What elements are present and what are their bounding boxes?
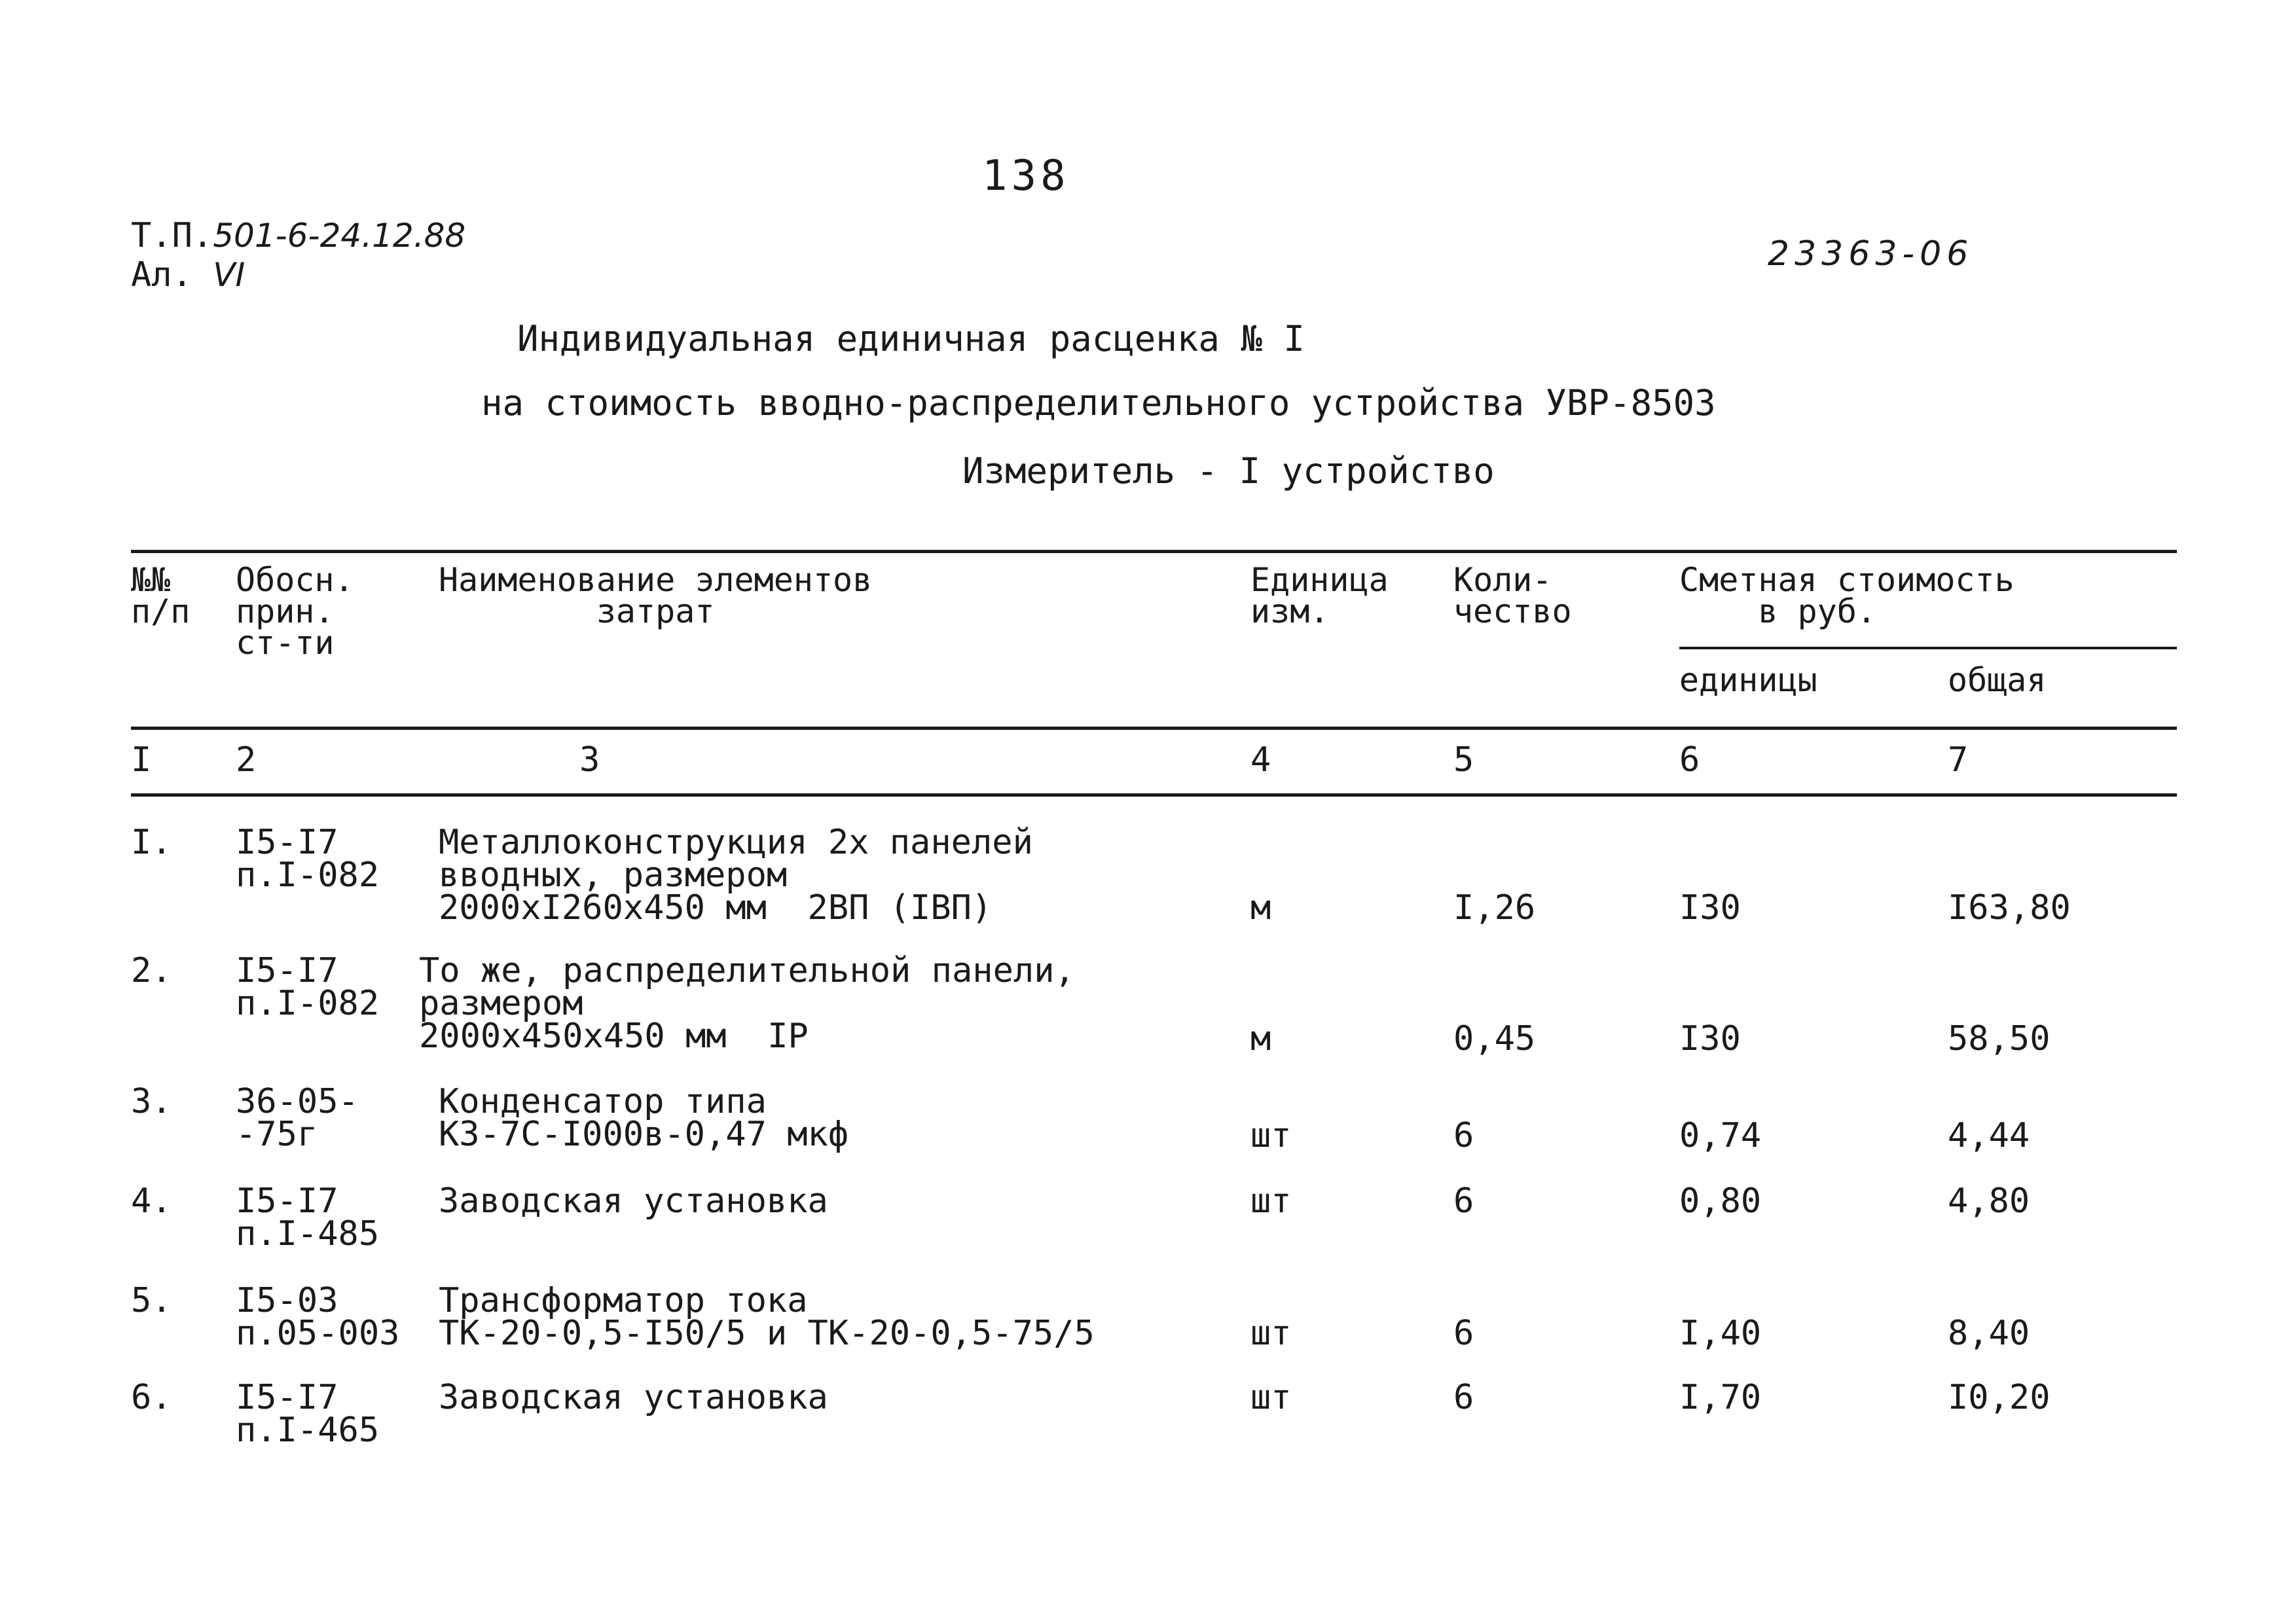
row-total-price: 4,44 (1948, 1116, 2030, 1155)
row-quantity: I,26 (1453, 888, 1536, 928)
header-quantity: Коли- чество (1453, 561, 1572, 630)
doc-ref-line-2 (131, 255, 465, 295)
row-name: Конденсатор типа КЗ-7С-I000в-0,47 мкф (439, 1082, 849, 1154)
row-total-price: 58,50 (1948, 1019, 2050, 1058)
row-unit-price: 0,80 (1679, 1182, 1762, 1221)
document-reference (131, 216, 465, 295)
header-bottom-rule (131, 727, 2177, 730)
row-basis: I5-I7 п.I-082 (236, 951, 380, 1023)
row-number: 5. (131, 1281, 172, 1320)
album-handwritten-number: VI (213, 256, 246, 294)
column-number: 6 (1679, 740, 1700, 780)
title-line-1: Индивидуальная единичная расценка № I (517, 318, 1305, 359)
cost-subheader-rule (1679, 647, 2177, 649)
row-unit: м (1250, 1019, 1271, 1058)
row-unit-price: I,70 (1679, 1378, 1762, 1417)
header-basis: Обосн. прин. ст-ти (236, 561, 354, 662)
column-number: 3 (579, 740, 600, 780)
document-code: 23363-06 (1768, 234, 1974, 274)
row-unit-price: 0,74 (1679, 1116, 1762, 1155)
row-total-price: I63,80 (1948, 888, 2071, 928)
row-basis: I5-03 п.05-003 (236, 1281, 400, 1353)
row-total-price: I0,20 (1948, 1378, 2050, 1417)
row-unit: шт (1250, 1116, 1292, 1155)
column-number: 2 (236, 740, 257, 780)
row-total-price: 4,80 (1948, 1182, 2030, 1221)
row-quantity: 6 (1453, 1116, 1474, 1155)
row-number: I. (131, 823, 172, 862)
row-name: Заводская установка (439, 1182, 828, 1221)
row-unit-price: I30 (1679, 888, 1741, 928)
row-unit-price: I30 (1679, 1019, 1741, 1058)
row-quantity: 6 (1453, 1378, 1474, 1417)
header-estimated-cost: Сметная стоимость в руб. (1679, 561, 2014, 630)
row-unit-price: I,40 (1679, 1314, 1762, 1353)
row-unit: м (1250, 888, 1271, 928)
row-unit: шт (1250, 1314, 1292, 1353)
album-prefix: Ал. (131, 255, 192, 295)
row-number: 2. (131, 951, 172, 990)
column-number: 5 (1453, 740, 1474, 780)
row-number: 3. (131, 1082, 172, 1121)
row-unit: шт (1250, 1182, 1292, 1221)
header-unit: Единица изм. (1250, 561, 1389, 630)
table-top-rule (131, 550, 2177, 553)
row-basis: I5-I7 п.I-082 (236, 823, 380, 895)
doc-ref-line-1 (131, 216, 465, 255)
row-basis: 36-05- -75г (236, 1082, 359, 1154)
row-number: 4. (131, 1182, 172, 1221)
row-unit: шт (1250, 1378, 1292, 1417)
row-total-price: 8,40 (1948, 1314, 2030, 1353)
column-number: 7 (1948, 740, 1969, 780)
row-name: Заводская установка (439, 1378, 828, 1417)
header-cost-elements: Наименование элементов затрат (439, 561, 873, 630)
row-quantity: 0,45 (1453, 1019, 1536, 1058)
header-row-number: №№ п/п (131, 561, 191, 630)
doc-ref-prefix: Т.П. (131, 216, 213, 255)
row-number: 6. (131, 1378, 172, 1417)
row-name: Трансформатор тока ТК-20-0,5-I50/5 и ТК-20-0,5-75/5 (439, 1281, 1095, 1353)
doc-ref-handwritten-number: 501-6-24.12.88 (213, 217, 466, 255)
page-number: 138 (982, 152, 1070, 200)
column-numbers-rule (131, 793, 2177, 797)
row-name: Металлоконструкция 2х панелей вводных, размером 2000хI260х450 мм 2ВП (IВП) (439, 823, 1033, 928)
column-number: 4 (1250, 740, 1271, 780)
row-basis: I5-I7 п.I-465 (236, 1378, 380, 1450)
row-name: То же, распределительной панели, размером 2000х450х450 мм IР (419, 951, 1075, 1056)
header-total-price: общая (1948, 661, 2047, 699)
column-number: I (131, 740, 152, 780)
row-quantity: 6 (1453, 1314, 1474, 1353)
title-line-2: на стоимость вводно-распределительного устройства УВР-8503 (481, 382, 1716, 424)
header-unit-price: единицы (1679, 661, 1817, 699)
row-quantity: 6 (1453, 1182, 1474, 1221)
row-basis: I5-I7 п.I-485 (236, 1182, 380, 1254)
title-line-3: Измеритель - I устройство (962, 450, 1495, 492)
